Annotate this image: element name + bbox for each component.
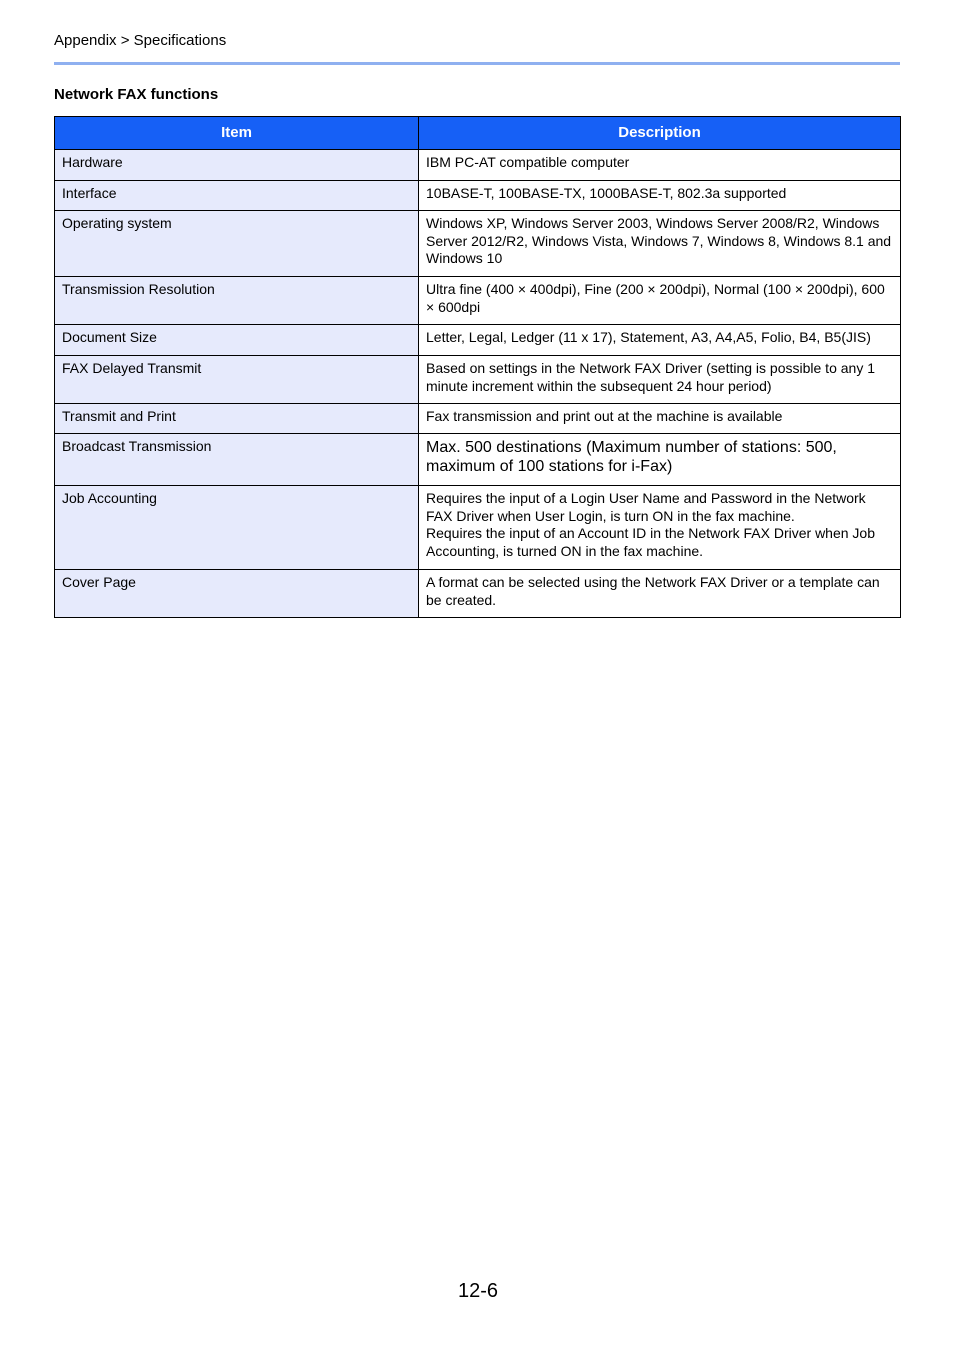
description-cell <box>419 570 901 618</box>
description-cell <box>419 211 901 277</box>
description-text: Based on settings in the Network FAX Driver (setting is possible to any 1 minute increment within the subsequent 24 hour period) <box>426 360 875 394</box>
table-row <box>55 211 901 277</box>
description-text: IBM PC-AT compatible computer <box>426 154 630 170</box>
item-cell: Document Size <box>55 325 419 356</box>
header-divider <box>54 62 900 65</box>
table-row <box>55 150 901 181</box>
table-row <box>55 325 901 356</box>
description-text: 10BASE-T, 100BASE-TX, 1000BASE-T, 802.3a supported <box>426 185 787 201</box>
breadcrumb: Appendix > Specifications <box>54 32 227 49</box>
item-cell: Transmit and Print <box>55 404 419 434</box>
item-cell: Interface <box>55 181 419 211</box>
table-header-row <box>55 117 901 150</box>
table-row <box>55 570 901 618</box>
description-cell <box>419 181 901 211</box>
description-text: Max. 500 destinations (Maximum number of stations: 500, maximum of 100 stations for i-Fax) <box>426 439 837 475</box>
description-cell <box>419 150 901 181</box>
description-cell <box>419 277 901 325</box>
description-text: Fax transmission and print out at the machine is available <box>426 408 783 424</box>
item-cell: Operating system <box>55 211 419 277</box>
page-number: 12-6 <box>458 1280 499 1302</box>
table-row <box>55 434 901 486</box>
table-row <box>55 486 901 570</box>
description-cell <box>419 404 901 434</box>
description-text: Windows XP, Windows Server 2003, Windows Server 2008/R2, Windows Server 2012/R2, Windows Vista, Windows 7, Windows 8, Windows 8.1 and Windows 10 <box>426 215 892 266</box>
item-cell: Broadcast Transmission <box>55 434 419 486</box>
item-cell: Transmission Resolution <box>55 277 419 325</box>
description-text: Letter, Legal, Ledger (11 x 17), Statement, A3, A4,A5, Folio, B4, B5(JIS) <box>426 329 871 345</box>
item-cell: Job Accounting <box>55 486 419 570</box>
description-text: Ultra fine (400 × 400dpi), Fine (200 × 200dpi), Normal (100 × 200dpi), 600 × 600dpi <box>426 281 885 315</box>
description-cell <box>419 434 901 486</box>
column-header-description: Description <box>419 117 901 150</box>
description-cell <box>419 486 901 570</box>
description-text: A format can be selected using the Network FAX Driver or a template can be created. <box>426 574 880 608</box>
table-row <box>55 356 901 404</box>
specifications-table <box>54 116 901 618</box>
description-text: Requires the input of a Login User Name and Password in the Network FAX Driver when User Login, is turn ON in the fax machine. <box>426 490 866 524</box>
table-row <box>55 277 901 325</box>
description-cell <box>419 356 901 404</box>
description-text: Requires the input of an Account ID in the Network FAX Driver when Job Accounting, is turned ON in the fax machine. <box>426 525 876 559</box>
item-cell: Hardware <box>55 150 419 181</box>
table-row <box>55 404 901 434</box>
table-row <box>55 181 901 211</box>
item-cell: FAX Delayed Transmit <box>55 356 419 404</box>
column-header-item: Item <box>55 117 419 150</box>
description-cell <box>419 325 901 356</box>
item-cell: Cover Page <box>55 570 419 618</box>
section-title: Network FAX functions <box>54 86 219 103</box>
